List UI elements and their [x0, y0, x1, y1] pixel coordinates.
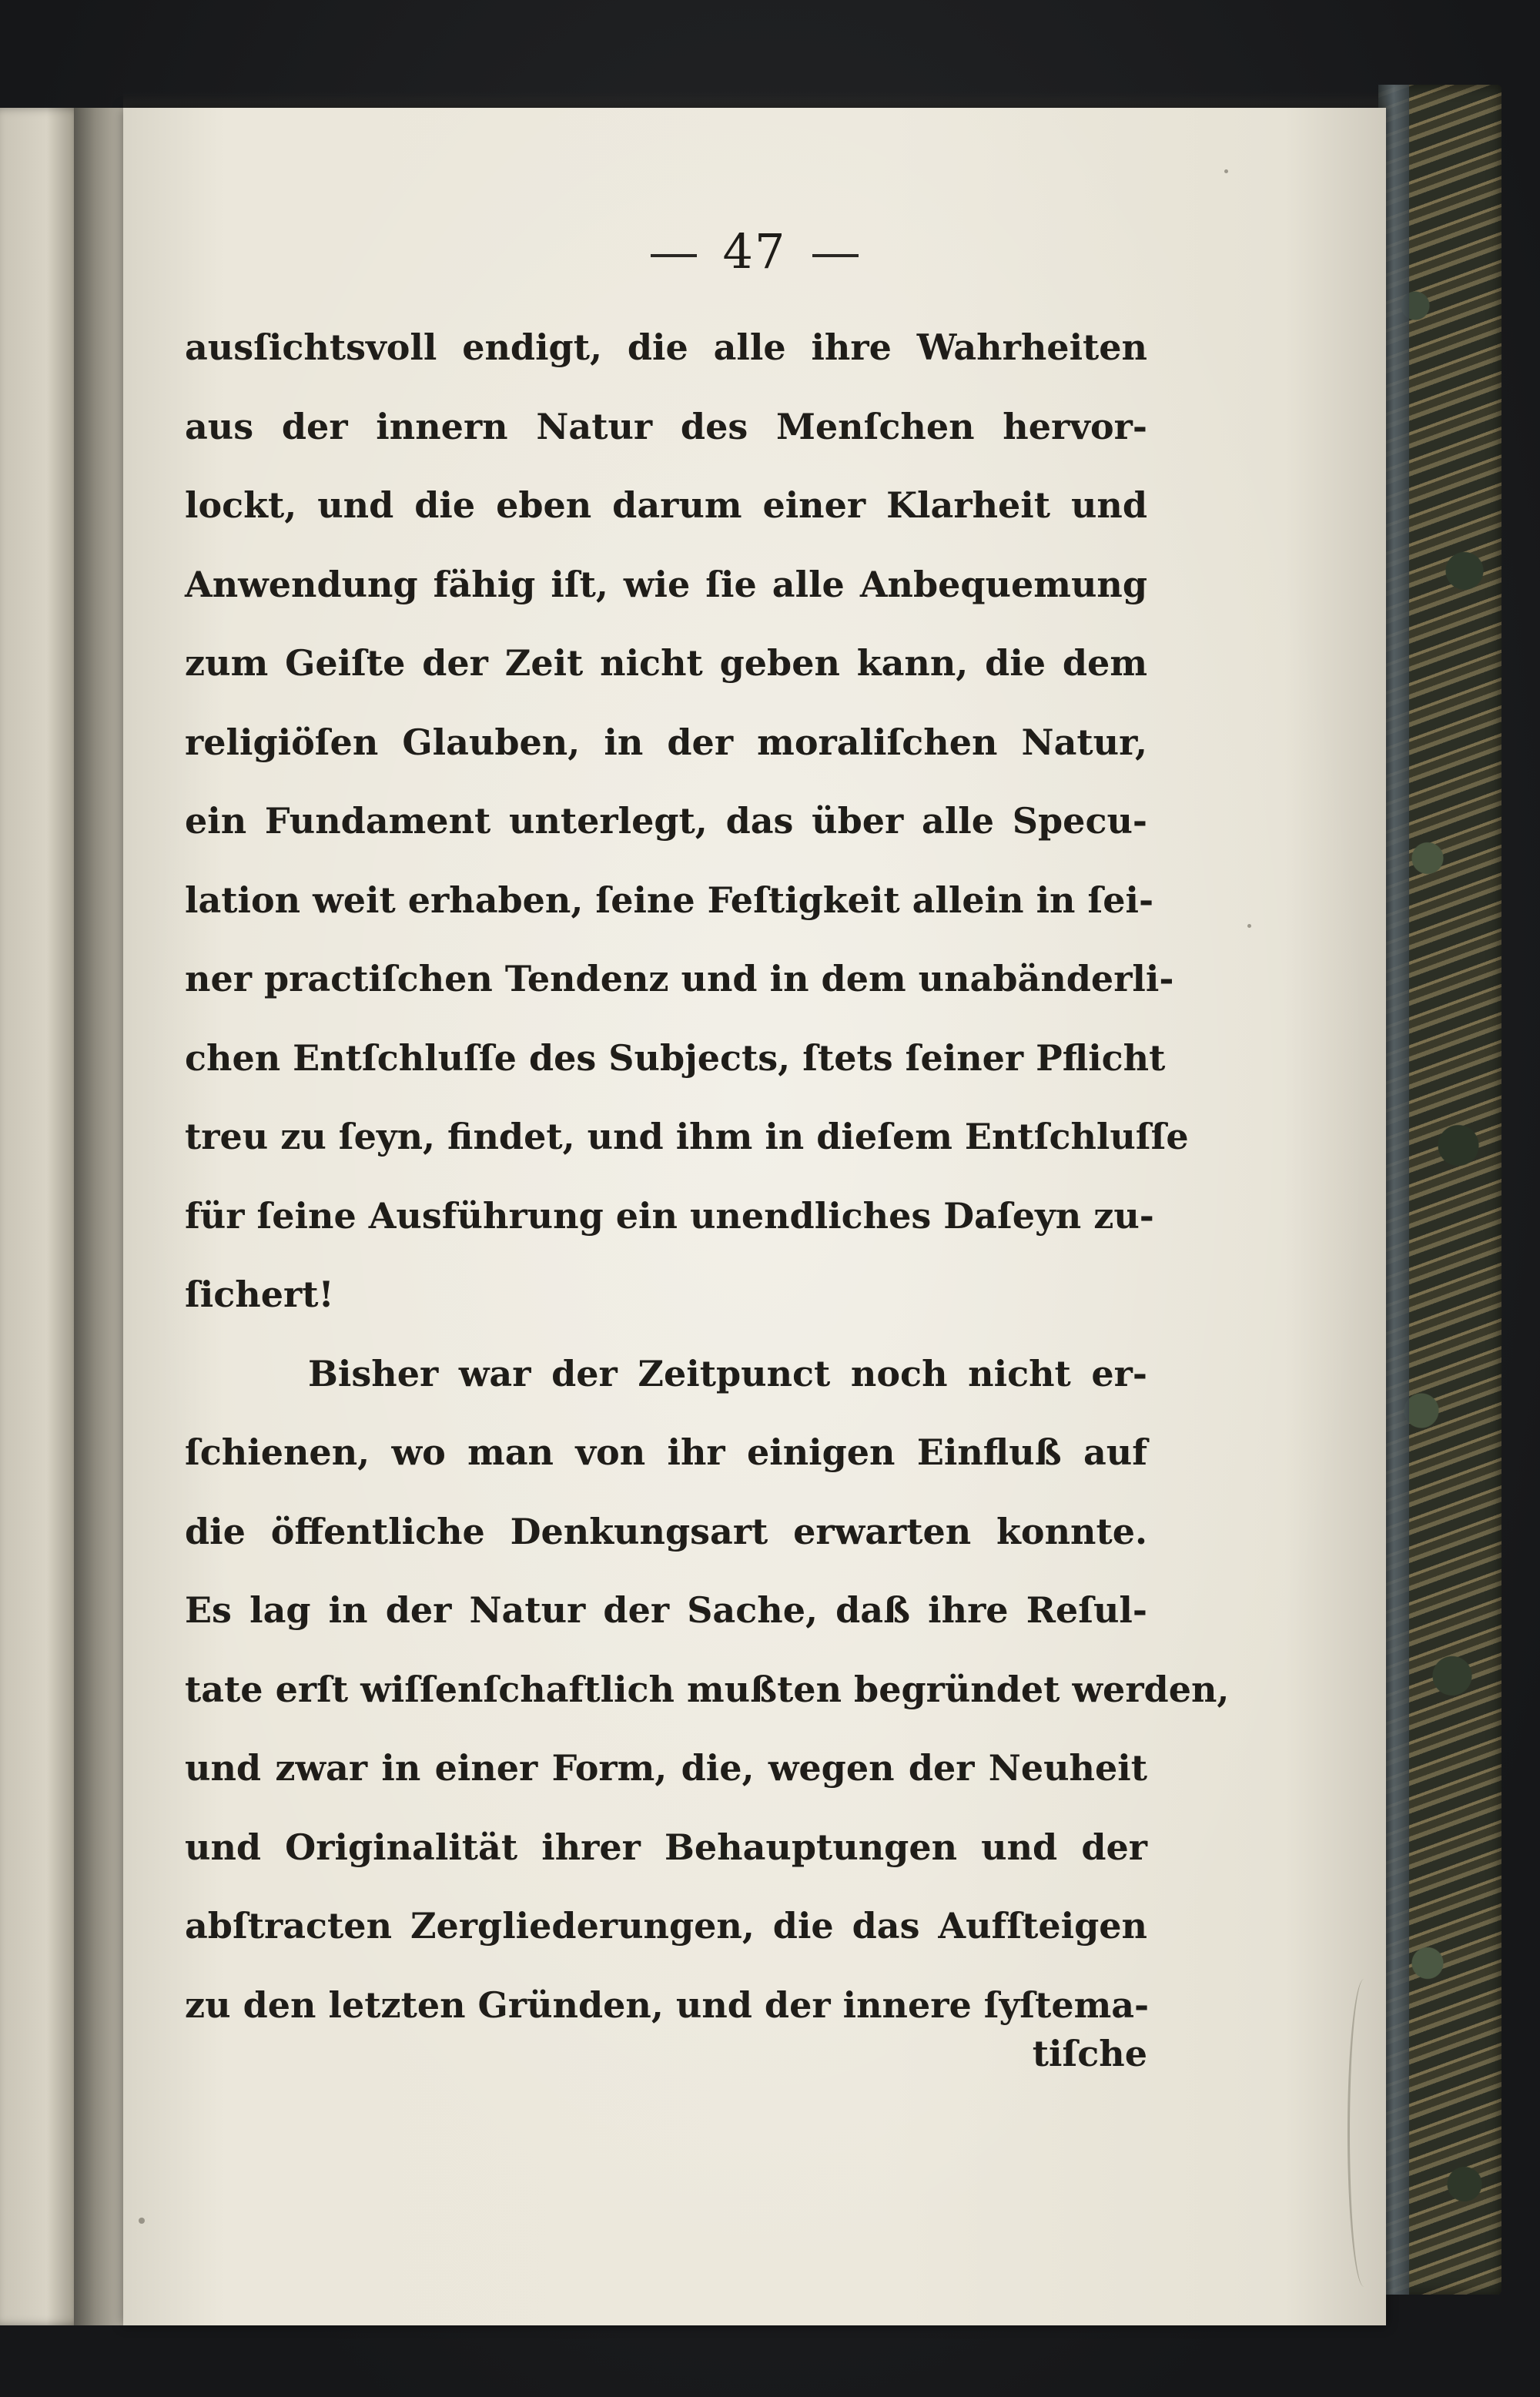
text-line: treu zu ſeyn, findet, und ihm in dieſem Entſchluſſe [185, 1116, 1189, 1157]
text-line-paragraph-start: Bisher war der Zeitpunct noch nicht er- [308, 1352, 1147, 1394]
book-page [123, 108, 1386, 2325]
text-line: die öffentliche Denkungsart erwarten konnte. [185, 1510, 1147, 1552]
text-line: Es lag in der Natur der Sache, daß ihre Reſul- [185, 1589, 1147, 1631]
text-line: abſtracten Zergliederungen, die das Aufſteigen [185, 1905, 1147, 1947]
page-number: 47 [722, 223, 787, 280]
paper-speck [1224, 169, 1228, 173]
text-line: zum Geiſte der Zeit nicht geben kann, die dem [185, 642, 1147, 684]
text-line: ausſichtsvoll endigt, die alle ihre Wahrheiten [185, 326, 1147, 368]
header-dash-left [651, 254, 697, 257]
text-line: für ſeine Ausführung ein unendliches Daſeyn zu- [185, 1194, 1154, 1237]
body-text [185, 308, 1230, 2044]
book-gutter [74, 108, 128, 2325]
text-line: ſchienen, wo man von ihr einigen Einfluß auf [185, 1431, 1147, 1473]
text-line: ner practiſchen Tendenz und in dem unabänderli- [185, 958, 1174, 999]
text-line: lockt, und die eben darum einer Klarheit und [185, 484, 1147, 526]
page-header [123, 223, 1386, 280]
text-line: lation weit erhaben, ſeine Feſtigkeit allein in ſei- [185, 879, 1154, 921]
text-line: und zwar in einer Form, die, wegen der Neuheit [185, 1747, 1147, 1789]
text-line: ein Fundament unterlegt, das über alle Specu- [185, 800, 1147, 842]
text-line-paragraph-end: ſichert! [185, 1274, 334, 1315]
text-line: aus der innern Natur des Menſchen hervor- [185, 405, 1147, 447]
text-line: zu den letzten Gründen, und der innere ſyſtema- [185, 1984, 1150, 2026]
paper-speck [1247, 924, 1251, 928]
text-line: und Originalität ihrer Behauptungen und der [185, 1826, 1147, 1868]
paper-speck [139, 2218, 145, 2224]
header-dash-right [812, 254, 859, 257]
text-line: chen Entſchluſſe des Subjects, ſtets ſeiner Pflicht [185, 1036, 1166, 1079]
text-line: tate erſt wiſſenſchaftlich mußten begründet werden, [185, 1668, 1230, 1710]
page-corner-curl [1348, 1979, 1381, 2287]
previous-leaf-edge [0, 108, 85, 2325]
text-line: Anwendung fähig iſt, wie ſie alle Anbequemung [185, 563, 1147, 605]
text-line: religiöſen Glauben, in der moraliſchen Natur, [185, 721, 1147, 763]
catchword: tiſche [1032, 2033, 1147, 2074]
